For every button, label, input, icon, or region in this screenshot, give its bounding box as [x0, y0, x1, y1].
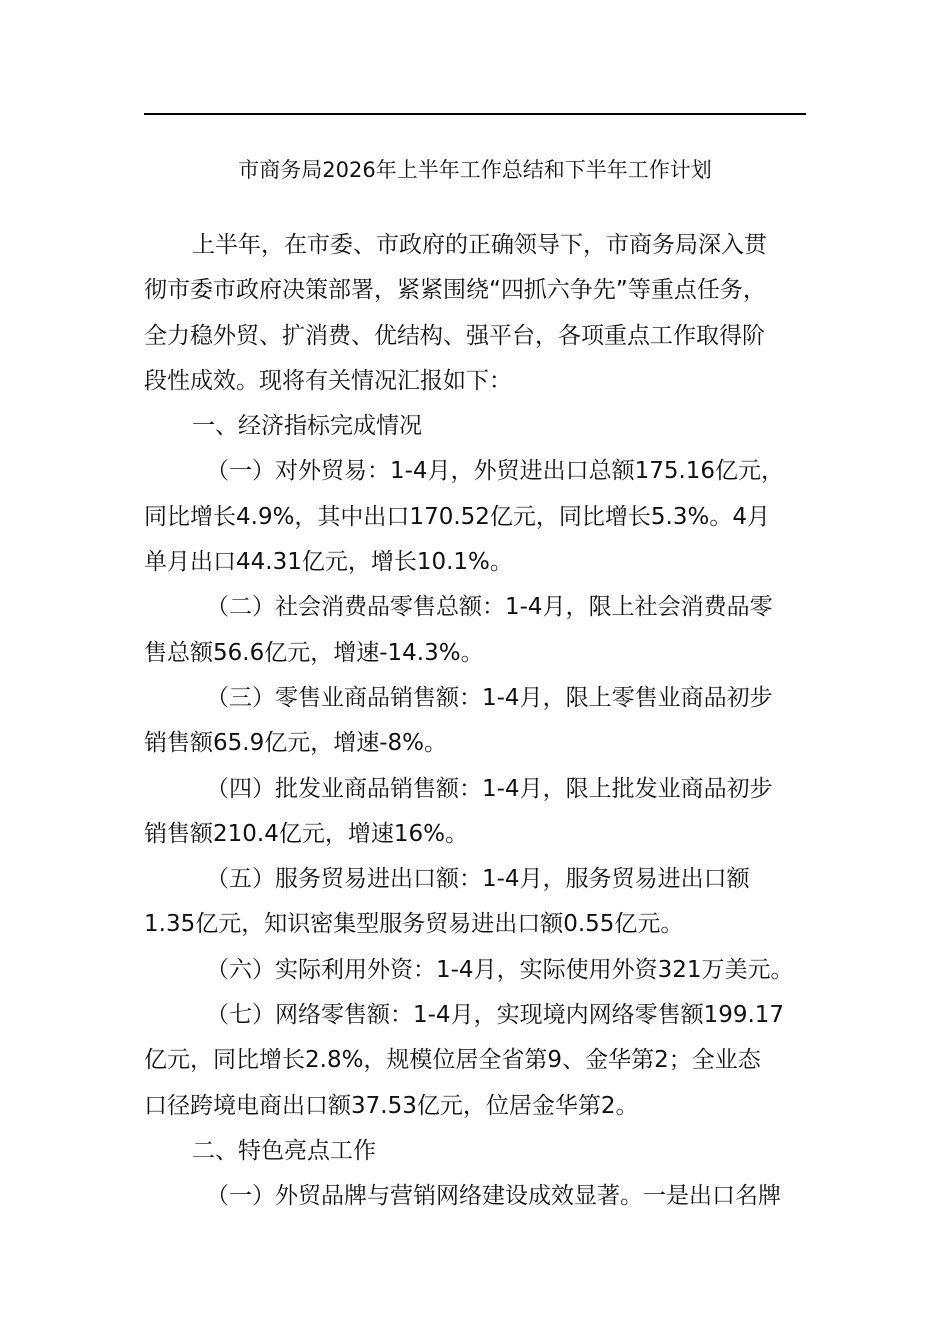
text-line: 彻市委市政府决策部署，紧紧围绕“四抓六争先”等重点任务，: [144, 277, 766, 304]
item-retail-sales: [144, 585, 806, 676]
item-wholesale-industry: [144, 767, 806, 858]
text-line: （一）对外贸易：1-4月，外贸进出口总额175.16亿元，: [206, 458, 785, 485]
text-line: 销售额65.9亿元，增速-8%。: [144, 730, 447, 757]
text-line: （四）批发业商品销售额：1-4月，限上批发业商品初步: [206, 775, 773, 802]
text-line: （一）外贸品牌与营销网络建设成效显著。一是出口名牌: [206, 1183, 781, 1210]
text-line: 段性成效。现将有关情况汇报如下：: [144, 367, 512, 394]
text-line: 同比增长4.9%，其中出口170.52亿元，同比增长5.3%。4月: [144, 503, 770, 530]
item-retail-industry: [144, 676, 806, 767]
text-line: （三）零售业商品销售额：1-4月，限上零售业商品初步: [206, 684, 773, 711]
text-line: （五）服务贸易进出口额：1-4月，服务贸易进出口额: [206, 866, 750, 893]
section-heading-text: 一、经济指标完成情况: [192, 413, 422, 440]
section-heading-2: [144, 1129, 806, 1174]
document-title: 市商务局2026年上半年工作总结和下半年工作计划: [238, 158, 712, 182]
text-line: 全力稳外贸、扩消费、优结构、强平台，各项重点工作取得阶: [144, 322, 765, 349]
section-heading-1: [144, 404, 806, 449]
text-line: 口径跨境电商出口额37.53亿元，位居金华第2。: [144, 1092, 639, 1119]
text-line: 单月出口44.31亿元，增长10.1%。: [144, 549, 513, 576]
text-line: 1.35亿元，知识密集型服务贸易进出口额0.55亿元。: [144, 911, 684, 938]
document-body: [144, 223, 806, 1220]
intro-paragraph: [144, 223, 806, 404]
text-line: （二）社会消费品零售总额：1-4月，限上社会消费品零: [206, 594, 773, 621]
text-line: 上半年，在市委、市政府的正确领导下，市商务局深入贯: [192, 232, 767, 258]
text-line: （七）网络零售额：1-4月，实现境内网络零售额199.17: [206, 1002, 785, 1029]
text-line: 销售额210.4亿元，增速16%。: [144, 820, 468, 847]
item-foreign-investment: [144, 948, 806, 993]
section-heading-text: 二、特色亮点工作: [192, 1137, 376, 1164]
text-line: （六）实际利用外资：1-4月，实际使用外资321万美元。: [206, 956, 794, 983]
header-rule: [144, 113, 806, 115]
item-foreign-trade: [144, 449, 806, 585]
item-online-retail: [144, 993, 806, 1129]
text-line: 亿元，同比增长2.8%，规模位居全省第9、金华第2；全业态: [144, 1047, 761, 1074]
text-line: 售总额56.6亿元，增速-14.3%。: [144, 639, 484, 666]
item-service-trade: [144, 857, 806, 948]
item-brand-network: [144, 1174, 806, 1219]
